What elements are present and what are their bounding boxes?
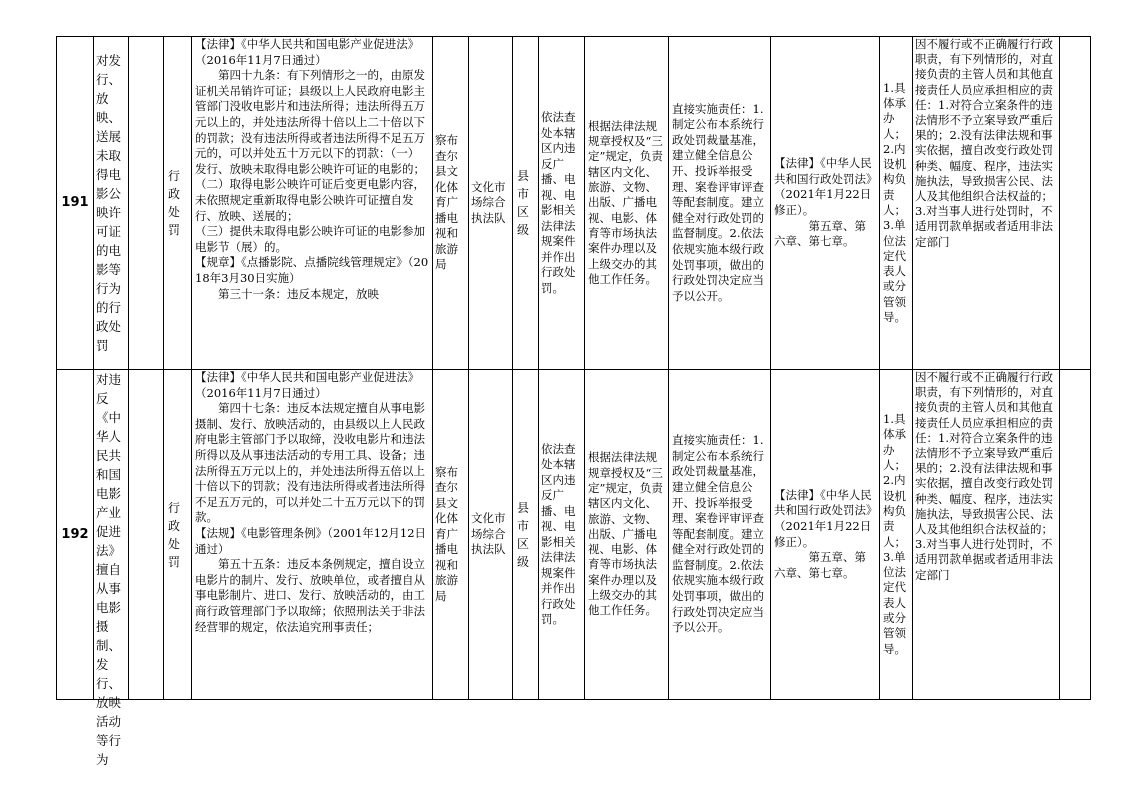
level-cell — [513, 37, 539, 370]
legal-basis-cell — [192, 37, 433, 370]
table-row — [57, 37, 1091, 370]
basis-regulation-article: 第三十一条：违反本规定，放映 — [218, 286, 379, 301]
item-type: 行政处罚 — [168, 169, 181, 237]
item-number: 192 — [57, 370, 94, 700]
subject: 根据法律法规规章授权及“三定”规定，负责辖区内文化、旅游、文物、出版、广播电视、电影、体育等市场执法案件办理以及上级交办的其他工作任务。 — [588, 450, 663, 618]
duty: 直接实施责任：1.制定公布本系统行政处罚裁量基准，建立健全信息公开、投诉举报受理、案卷评审评查等配套制度。建立健全对行政处罚的监督制度。2.依法依规实施本级行政处罚事项，做出的行政处罚决定应当予以公开。 — [672, 433, 764, 635]
responsible-subject-cell — [880, 370, 913, 700]
basis-law-title: 【法律】《中华人民共和国电影产业促进法》（2016年11月7日通过） — [195, 370, 420, 400]
discipline-cell — [771, 37, 880, 370]
department: 察布查尔县文化体育广播电视和旅游局 — [435, 133, 458, 272]
reason-cell — [539, 370, 585, 700]
responsible-subject-cell — [880, 37, 913, 370]
item-type-cell — [164, 370, 192, 700]
duty: 直接实施责任：1.制定公布本系统行政处罚裁量基准，建立健全信息公开、投诉举报受理、案卷评审评查等配套制度。建立健全对行政处罚的监督制度。2.依法依规实施本级行政处罚事项，做出的行政处罚决定应当予以公开。 — [672, 101, 764, 303]
level: 县市区级 — [517, 169, 530, 237]
basis-regulation-title: 【规章】《点播影院、点播院线管理规定》（2018年3月30日实施） — [195, 255, 429, 285]
executor-cell — [469, 370, 513, 700]
item-name-cell — [94, 370, 129, 767]
responsible-subject: 1.具体承办人；2.内设机构负责人；3.单位法定代表人或分管领导。 — [883, 412, 906, 656]
table-row — [57, 370, 1091, 700]
power-list-table — [56, 36, 1091, 767]
responsible-subject: 1.具体承办人；2.内设机构负责人；3.单位法定代表人或分管领导。 — [883, 80, 906, 325]
item-type: 行政处罚 — [168, 500, 181, 569]
discipline-law: 【法律】《中华人民共和国行政处罚法》（2021年1月22日修正）。 — [774, 156, 872, 217]
subject: 根据法律法规规章授权及“三定”规定，负责辖区内文化、旅游、文物、出版、广播电视、电影、体育等市场执法案件办理以及上级交办的其他工作任务。 — [588, 118, 663, 286]
responsibility-cell — [913, 37, 1060, 370]
executor: 文化市场综合执法队 — [471, 511, 506, 557]
basis-regulation-title: 【法规】《电影管理条例》（2001年12月12日通过） — [195, 525, 427, 556]
subject-cell — [585, 37, 669, 370]
duty-cell — [669, 37, 771, 370]
department: 察布查尔县文化体育广播电视和旅游局 — [435, 464, 458, 603]
item-name: 对违反《中华人民共和国电影产业促进法》擅自从事电影摄制、发行、放映活动等行为 — [96, 372, 122, 767]
department-cell — [433, 37, 469, 370]
reason: 依法查处本辖区内违反广播、电视、电影相关法律法规案件并作出行政处罚。 — [541, 441, 576, 626]
subject-cell — [585, 370, 669, 700]
reason: 依法查处本辖区内违反广播、电视、电影相关法律法规案件并作出行政处罚。 — [541, 110, 576, 295]
basis-article: 第四十九条：有下列情形之一的，由原发证机关吊销许可证；县级以上人民政府电影主管部门没收电影片和违法所得；违法所得五万元以上的，并处违法所得十倍以上二十倍以下的罚款；没有违法所得或者违法所得不足五万元的，可以并处五十万元以下的罚款：（一）发行、放映未取得电影公映许可证的电影的；（二）取得电影公映许可证后变更电影内容，未依照规定重新取得电影公映许可证擅自发行、放映、送展的； — [195, 68, 425, 223]
item-number: 191 — [57, 37, 94, 370]
remark-cell — [1060, 37, 1091, 370]
legal-basis-cell — [192, 370, 433, 700]
executor: 文化市场综合执法队 — [471, 179, 506, 225]
level-cell — [513, 370, 539, 700]
discipline-cell — [771, 370, 880, 700]
responsibility: 因不履行或不正确履行行政职责，有下列情形的，对直接负责的主管人员和其他直接责任人员应承担相应的责任：1.对符合立案条件的违法情形不予立案导致严重后果的；2.没有法律法规和事实依据，擅自改变行政处罚种类、幅度、程序，违法实施执法，导致损害公民、法人及其他组织合法权益的；3.对当事人进行处罚时，不适用罚款单据或者适用非法定部门 — [915, 37, 1053, 249]
item-name: 对发行、放映、送展未取得电影公映许可证的电影等行为的行政处罚 — [96, 53, 122, 353]
duty-cell — [669, 370, 771, 700]
item-type-cell — [164, 37, 192, 370]
discipline-chapters: 第五章、第六章、第七章。 — [774, 550, 866, 580]
responsibility: 因不履行或不正确履行行政职责，有下列情形的，对直接负责的主管人员和其他直接责任人员应承担相应的责任：1.对符合立案条件的违法情形不予立案导致严重后果的；2.没有法律法规和事实依据，擅自改变行政处罚种类、幅度、程序，违法实施执法，导致损害公民、法人及其他组织合法权益的；3.对当事人进行处罚时，不适用罚款单据或者适用非法定部门 — [915, 370, 1053, 582]
discipline-chapters: 第五章、第六章、第七章。 — [774, 218, 866, 249]
remark-cell — [1060, 370, 1091, 700]
item-name-cell — [94, 37, 129, 370]
department-cell — [433, 370, 469, 700]
item-code-cell — [129, 370, 164, 700]
responsibility-cell — [913, 370, 1060, 700]
basis-regulation-article: 第五十五条：违反本条例规定，擅自设立电影片的制片、发行、放映单位，或者擅自从事电影制片、进口、发行、放映活动的，由工商行政管理部门予以取缔；依照刑法关于非法经营罪的规定，依法追究刑事责任； — [195, 557, 425, 634]
basis-law-title: 【法律】《中华人民共和国电影产业促进法》（2016年11月7日通过） — [195, 37, 420, 67]
level: 县市区级 — [517, 500, 530, 569]
executor-cell — [469, 37, 513, 370]
reason-cell — [539, 37, 585, 370]
discipline-law: 【法律】《中华人民共和国行政处罚法》（2021年1月22日修正）。 — [774, 487, 872, 549]
basis-article-item: （三）提供未取得电影公映许可证的电影参加电影节（展）的。 — [195, 224, 425, 254]
basis-article: 第四十七条：违反本法规定擅自从事电影摄制、发行、放映活动的，由县级以上人民政府电影主管部门予以取缔，没收电影片和违法所得以及从事违法活动的专用工具、设备；违法所得五万元以上的，并处违法所得五倍以上十倍以下的罚款；没有违法所得或者违法所得不足五万元的，可以并处二十五万元以下的罚款。 — [195, 401, 425, 525]
item-code-cell — [129, 37, 164, 370]
